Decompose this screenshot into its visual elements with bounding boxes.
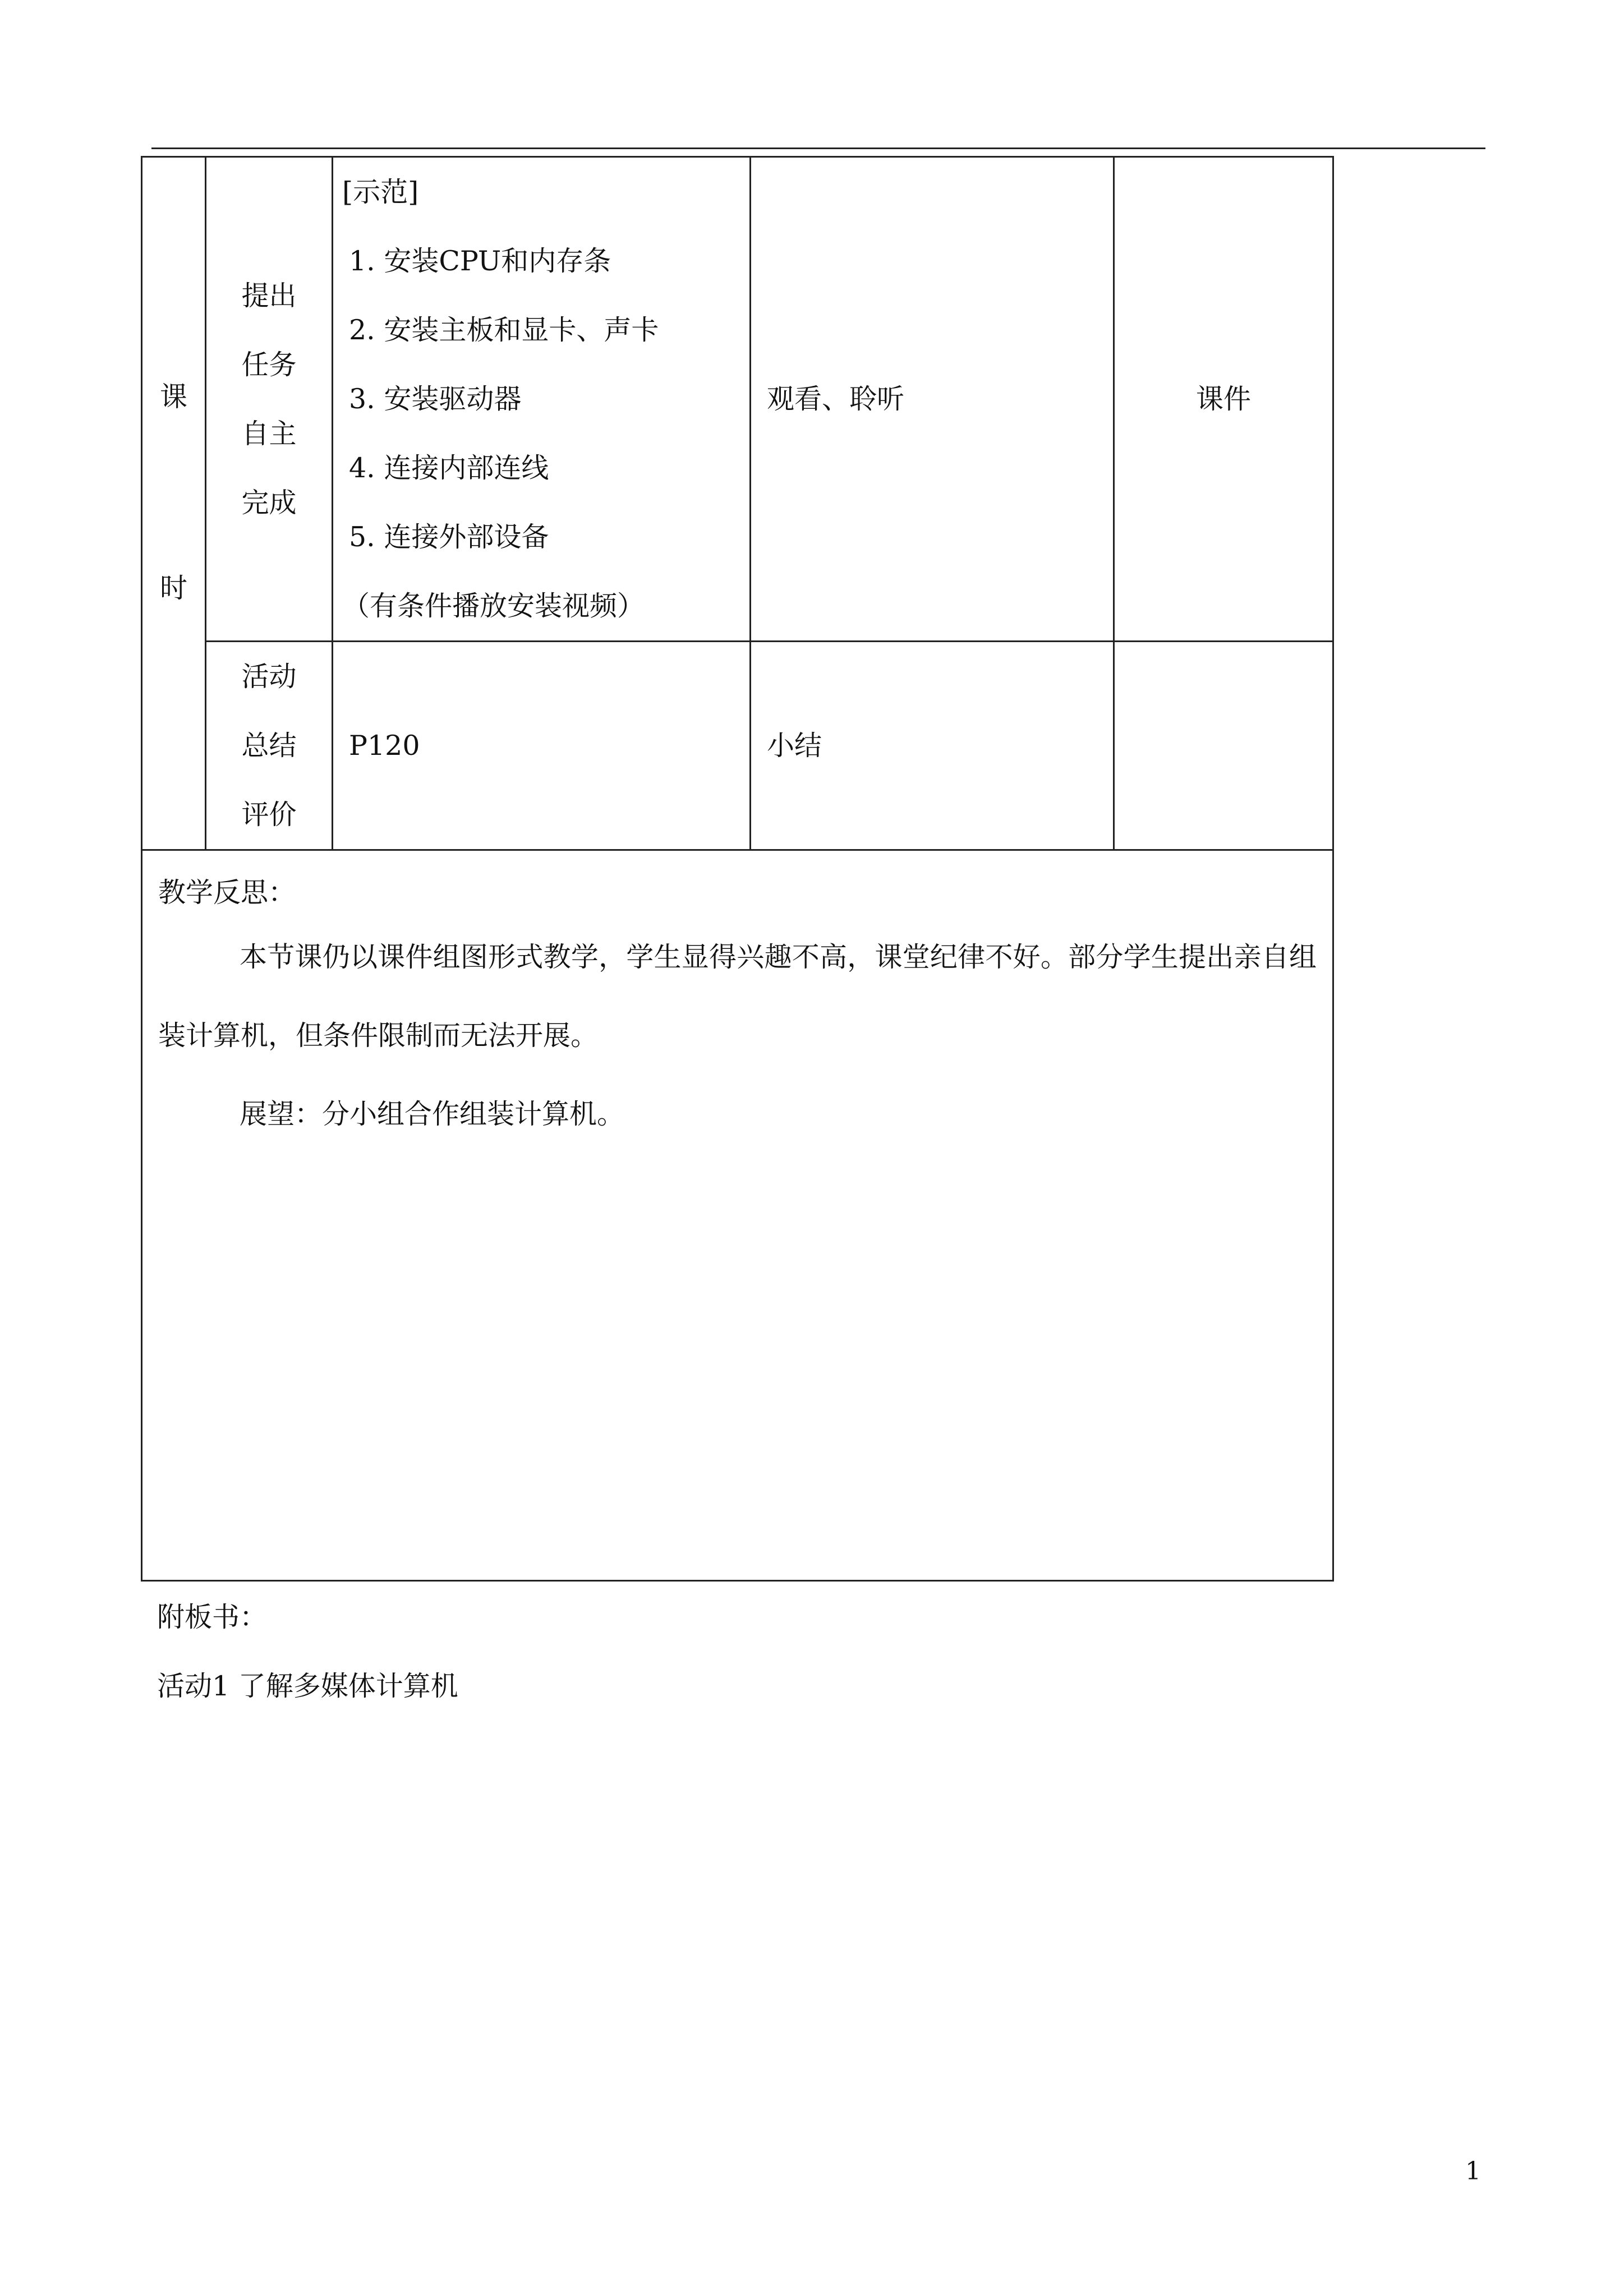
lesson-table [141, 156, 1334, 1582]
task-stage-line: 任务 [241, 348, 297, 381]
summary-stage-line: 评价 [241, 799, 297, 831]
student-activity-text: 观看、聆听 [767, 383, 905, 415]
step-item: 3. 安装驱动器 [349, 383, 522, 415]
header-rule [151, 147, 1485, 149]
media-text: 课件 [1195, 383, 1251, 415]
content-header: [示范] [342, 176, 419, 208]
summary-stage-line: 总结 [241, 730, 297, 762]
reflection-row [142, 850, 1333, 1581]
summary-media-cell [1114, 642, 1333, 850]
content-note: （有条件播放安装视频） [342, 590, 645, 622]
summary-row [142, 642, 1333, 850]
reflection-title: 教学反思： [158, 877, 296, 909]
step-item: 4. 连接内部连线 [349, 452, 549, 484]
task-content-cell [333, 157, 751, 642]
step-item: 2. 安装主板和显卡、声卡 [349, 314, 659, 346]
summary-content-text: P120 [349, 730, 420, 762]
student-activity-cell [751, 157, 1114, 642]
task-stage-cell [206, 157, 333, 642]
reflection-cell [142, 850, 1333, 1581]
task-row [142, 157, 1333, 642]
board-activity: 活动1 了解多媒体计算机 [157, 1670, 458, 1702]
board-title: 附板书： [157, 1601, 268, 1633]
summary-content-cell [333, 642, 751, 850]
summary-stage-cell [206, 642, 333, 850]
media-cell [1114, 157, 1333, 642]
summary-activity-cell [751, 642, 1114, 850]
page-number: 1 [1465, 2157, 1481, 2186]
row-label-top: 课 [159, 381, 187, 413]
reflection-paragraph: 本节课仍以课件组图形式教学，学生显得兴趣不高，课堂纪律不好。部分学生提出亲自组装计算机，但条件限制而无法开展。 [158, 941, 1317, 1052]
step-item: 5. 连接外部设备 [349, 521, 549, 553]
row-label-cell [142, 157, 206, 850]
task-stage-line: 完成 [241, 486, 297, 519]
reflection-outlook: 展望：分小组合作组装计算机。 [240, 1098, 625, 1130]
lesson-table-wrapper [141, 156, 1334, 1582]
task-stage-line: 自主 [241, 417, 297, 450]
summary-stage-line: 活动 [241, 661, 297, 693]
task-stage-line: 提出 [241, 279, 297, 312]
step-item: 1. 安装CPU和内存条 [349, 245, 611, 277]
summary-activity-text: 小结 [767, 730, 822, 762]
row-label-bottom: 时 [159, 572, 187, 604]
